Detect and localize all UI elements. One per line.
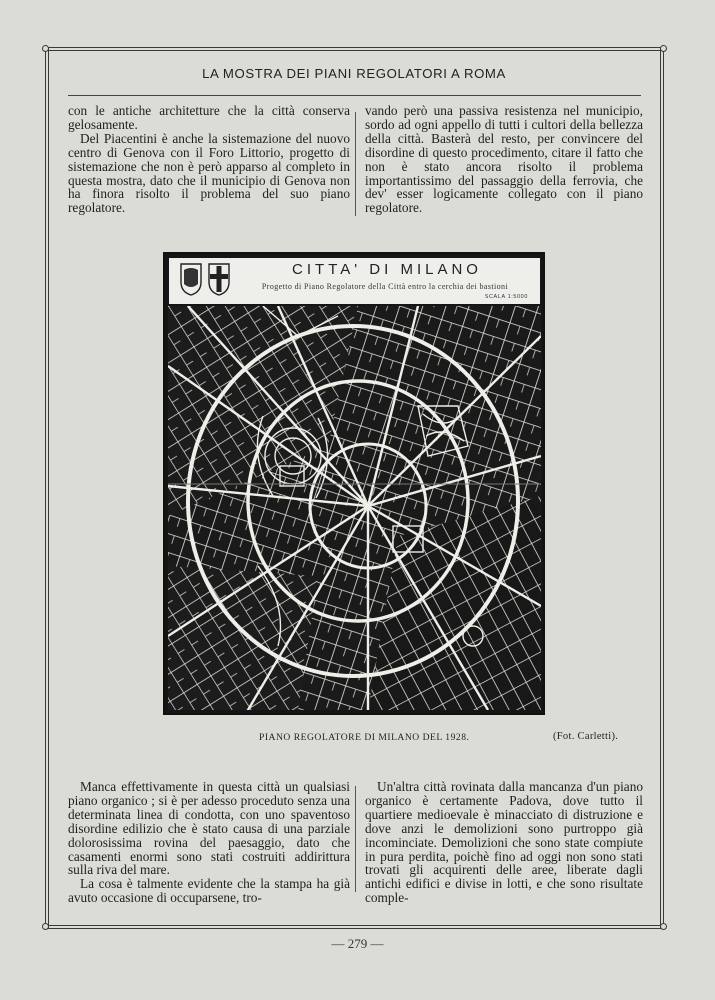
page-number: — 279 — xyxy=(331,936,384,951)
paragraph: La cosa è talmente evidente che la stampa ha già avuto occasione di occuparsene, tro- xyxy=(68,876,350,906)
header-rule xyxy=(68,95,641,96)
photo-credit: (Fot. Carletti). xyxy=(553,731,619,742)
top-right-column xyxy=(365,104,643,215)
paragraph: con le antiche architetture che la città conserva gelosamente. xyxy=(68,103,350,132)
frame-left-rule xyxy=(45,48,46,928)
column-separator xyxy=(355,112,356,216)
bottom-left-column xyxy=(68,780,350,905)
paragraph: vando però una passiva resistenza nel municipio, sordo ad ogni appello di tutti i cultori della bellezza della città. Basterà del resto, per convincere del disordine di questo procedimento, citare il fatto che non è stato ancora risolto il problema importantissimo del passaggio della ferrovia, che dev' esser logicamente collegato con il piano regolatore. xyxy=(365,103,643,216)
frame-corner-ornament xyxy=(660,923,667,930)
frame-left-rule-inner xyxy=(48,48,49,928)
cross-shield-icon xyxy=(207,262,231,296)
top-left-column xyxy=(68,104,350,215)
column-separator xyxy=(355,786,356,892)
map-title-block xyxy=(169,258,540,304)
bottom-right-column xyxy=(365,780,643,905)
frame-top-rule-inner xyxy=(47,50,663,51)
paragraph: Un'altra città rovinata dalla mancanza d'un piano organico è certamente Padova, dove tutto il quartiere medioevale è minacciato di distruzione e dove anzi le demolizioni sono purtroppo già incominciate. Demolizioni che sono state compiute in pura perdita, poichè fino ad oggi non sono stati trovati gli acquirenti delle aree, liberate dagli antichi edifici e divise in lotti, e che sono risultate comple- xyxy=(365,779,643,906)
paragraph: Del Piacentini è anche la sistemazione del nuovo centro di Genova con il Foro Littorio, progetto di sistemazione che non è però apparso al completo in questa mostra, dato che il municipio di Genova non ha finora risolto il problema del suo piano regolatore. xyxy=(68,130,350,216)
figure-caption: PIANO REGOLATORE DI MILANO DEL 1928. xyxy=(259,732,470,743)
frame-bottom-rule xyxy=(47,925,663,926)
street-plan xyxy=(168,306,541,710)
map-scale: SCALA 1:5000 xyxy=(484,294,528,300)
frame-corner-ornament xyxy=(660,45,667,52)
milan-plan-map xyxy=(163,252,545,715)
map-title: CITTA' DI MILANO xyxy=(292,261,482,278)
map-subtitle: Progetto di Piano Regolatore della Città entro la cerchia dei bastioni xyxy=(261,282,509,291)
shield-icon xyxy=(179,262,203,296)
frame-corner-ornament xyxy=(42,923,49,930)
frame-corner-ornament xyxy=(42,45,49,52)
frame-bottom-rule-inner xyxy=(47,928,663,929)
running-head: LA MOSTRA DEI PIANI REGOLATORI A ROMA xyxy=(202,66,506,81)
paragraph: Manca effettivamente in questa città un qualsiasi piano organico ; si è per adesso proceduto senza una determinata linea di condotta, con uno spaventoso disordine edilizio che è stato causa di una parziale dolorosissima rovina del paesaggio, dato che casamenti enormi sono stati costruiti addirittura sulla riva del mare. xyxy=(68,779,350,878)
frame-right-rule-inner xyxy=(663,48,664,928)
frame-right-rule xyxy=(660,48,661,928)
frame-top-rule xyxy=(47,47,663,48)
